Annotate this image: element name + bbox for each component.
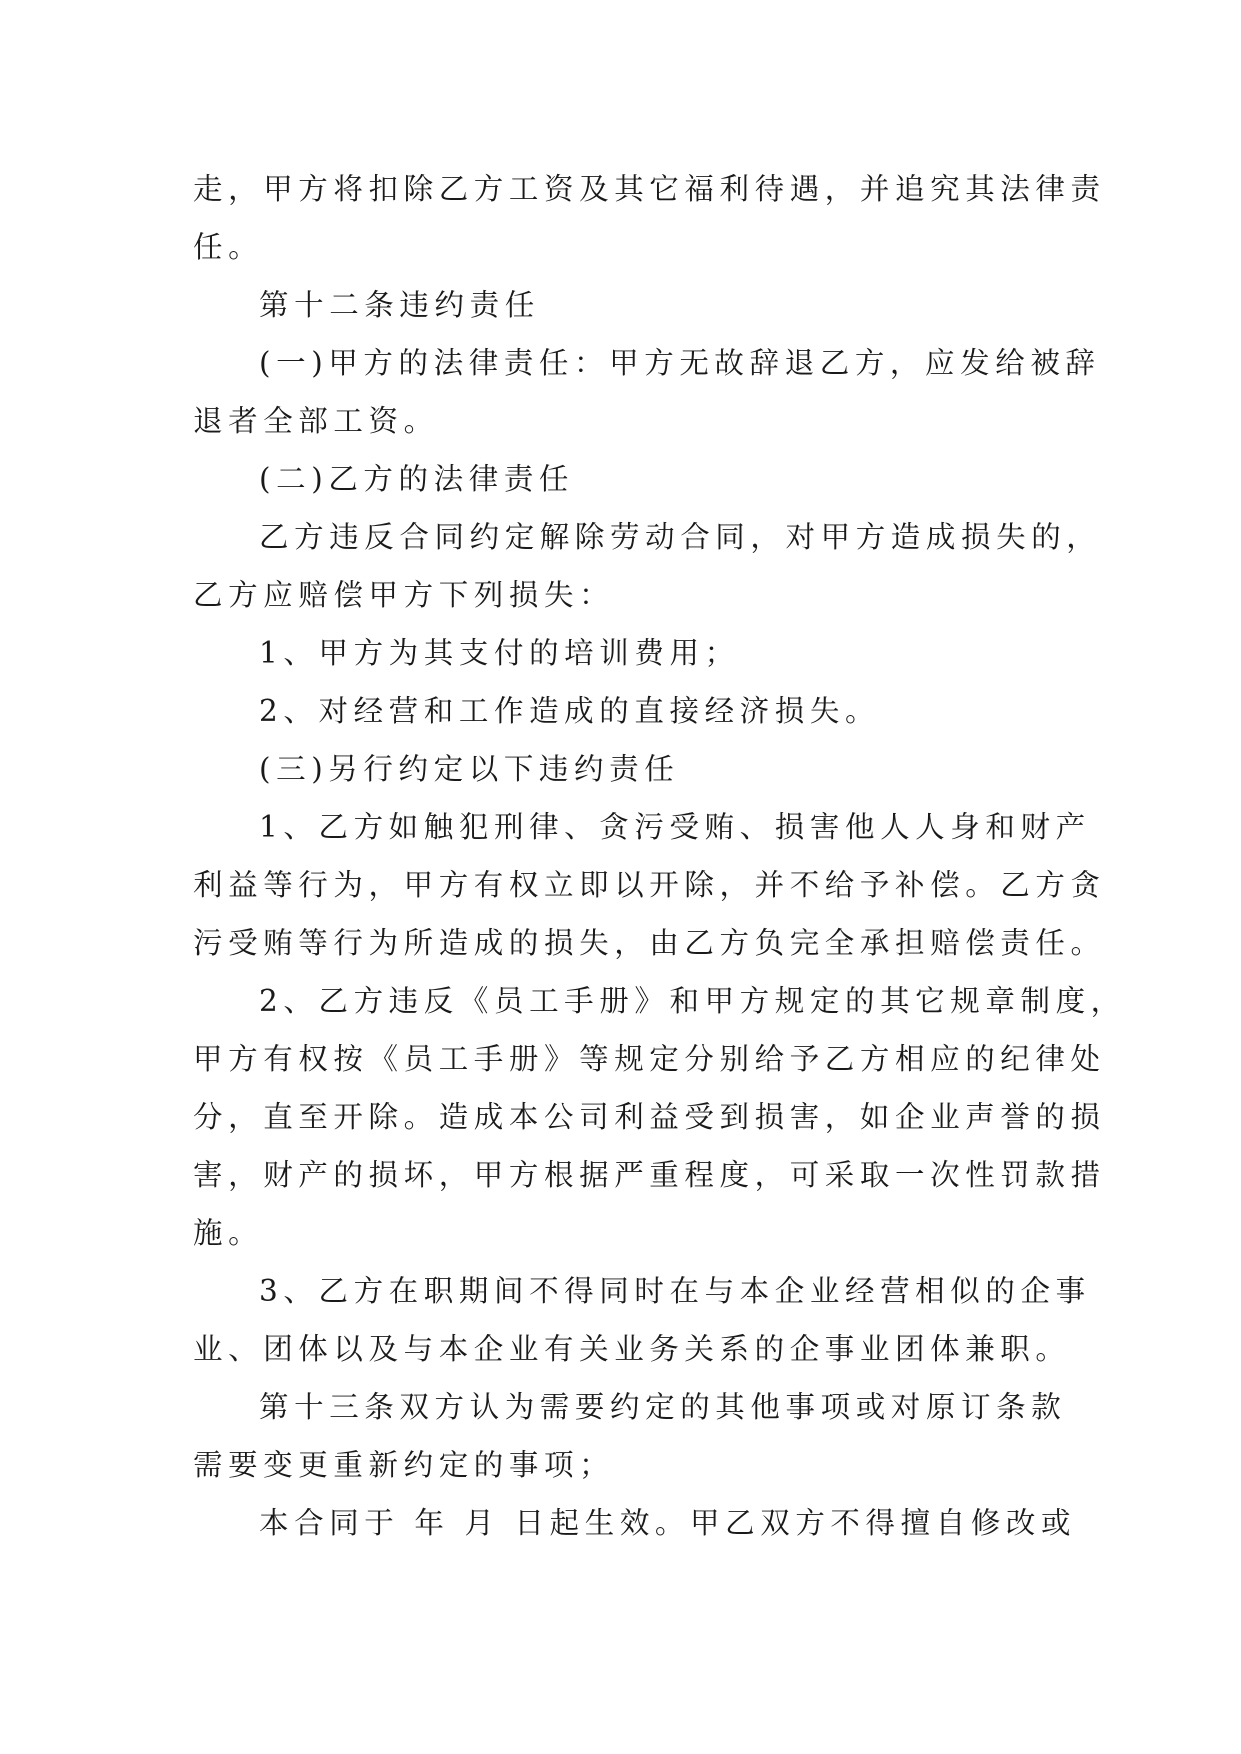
text-line: 走，甲方将扣除乙方工资及其它福利待遇，并追究其法律责 — [193, 172, 1106, 206]
section-heading-12: 第十二条违约责任 — [259, 288, 540, 322]
text-line: 分，直至开除。造成本公司利益受到损害，如企业声誉的损 — [193, 1100, 1106, 1134]
text-line: 乙方违反合同约定解除劳动合同，对甲方造成损失的， — [259, 520, 1102, 554]
text-line: 需要变更重新约定的事项； — [193, 1448, 615, 1482]
text-line: 污受贿等行为所造成的损失，由乙方负完全承担赔偿责任。 — [193, 926, 1106, 960]
list-item: 2、乙方违反《员工手册》和甲方规定的其它规章制度， — [259, 984, 1126, 1018]
subsection-heading: (三)另行约定以下违约责任 — [259, 752, 680, 786]
text-line: 害，财产的损坏，甲方根据严重程度，可采取一次性罚款措 — [193, 1158, 1106, 1192]
text-line: 业、团体以及与本企业有关业务关系的企事业团体兼职。 — [193, 1332, 1071, 1366]
text-line: (一)甲方的法律责任：甲方无故辞退乙方，应发给被辞 — [259, 346, 1101, 380]
subsection-heading: (二)乙方的法律责任 — [259, 462, 575, 496]
text-line: 本合同于 年 月 日起生效。甲乙双方不得擅自修改或 — [259, 1506, 1077, 1540]
document-body — [193, 160, 1126, 1552]
text-line: 乙方应赔偿甲方下列损失： — [193, 578, 615, 612]
text-line: 任。 — [193, 230, 264, 264]
list-item: 3、乙方在职期间不得同时在与本企业经营相似的企事 — [259, 1274, 1091, 1308]
text-line: 施。 — [193, 1216, 264, 1250]
section-heading-13: 第十三条双方认为需要约定的其他事项或对原订条款 — [259, 1390, 1067, 1424]
text-line: 退者全部工资。 — [193, 404, 439, 438]
list-item: 2、对经营和工作造成的直接经济损失。 — [259, 694, 881, 728]
list-item: 1、乙方如触犯刑律、贪污受贿、损害他人人身和财产 — [259, 810, 1091, 844]
list-item: 1、甲方为其支付的培训费用； — [259, 636, 740, 670]
text-line: 利益等行为，甲方有权立即以开除，并不给予补偿。乙方贪 — [193, 868, 1106, 902]
text-line: 甲方有权按《员工手册》等规定分别给予乙方相应的纪律处 — [193, 1042, 1106, 1076]
